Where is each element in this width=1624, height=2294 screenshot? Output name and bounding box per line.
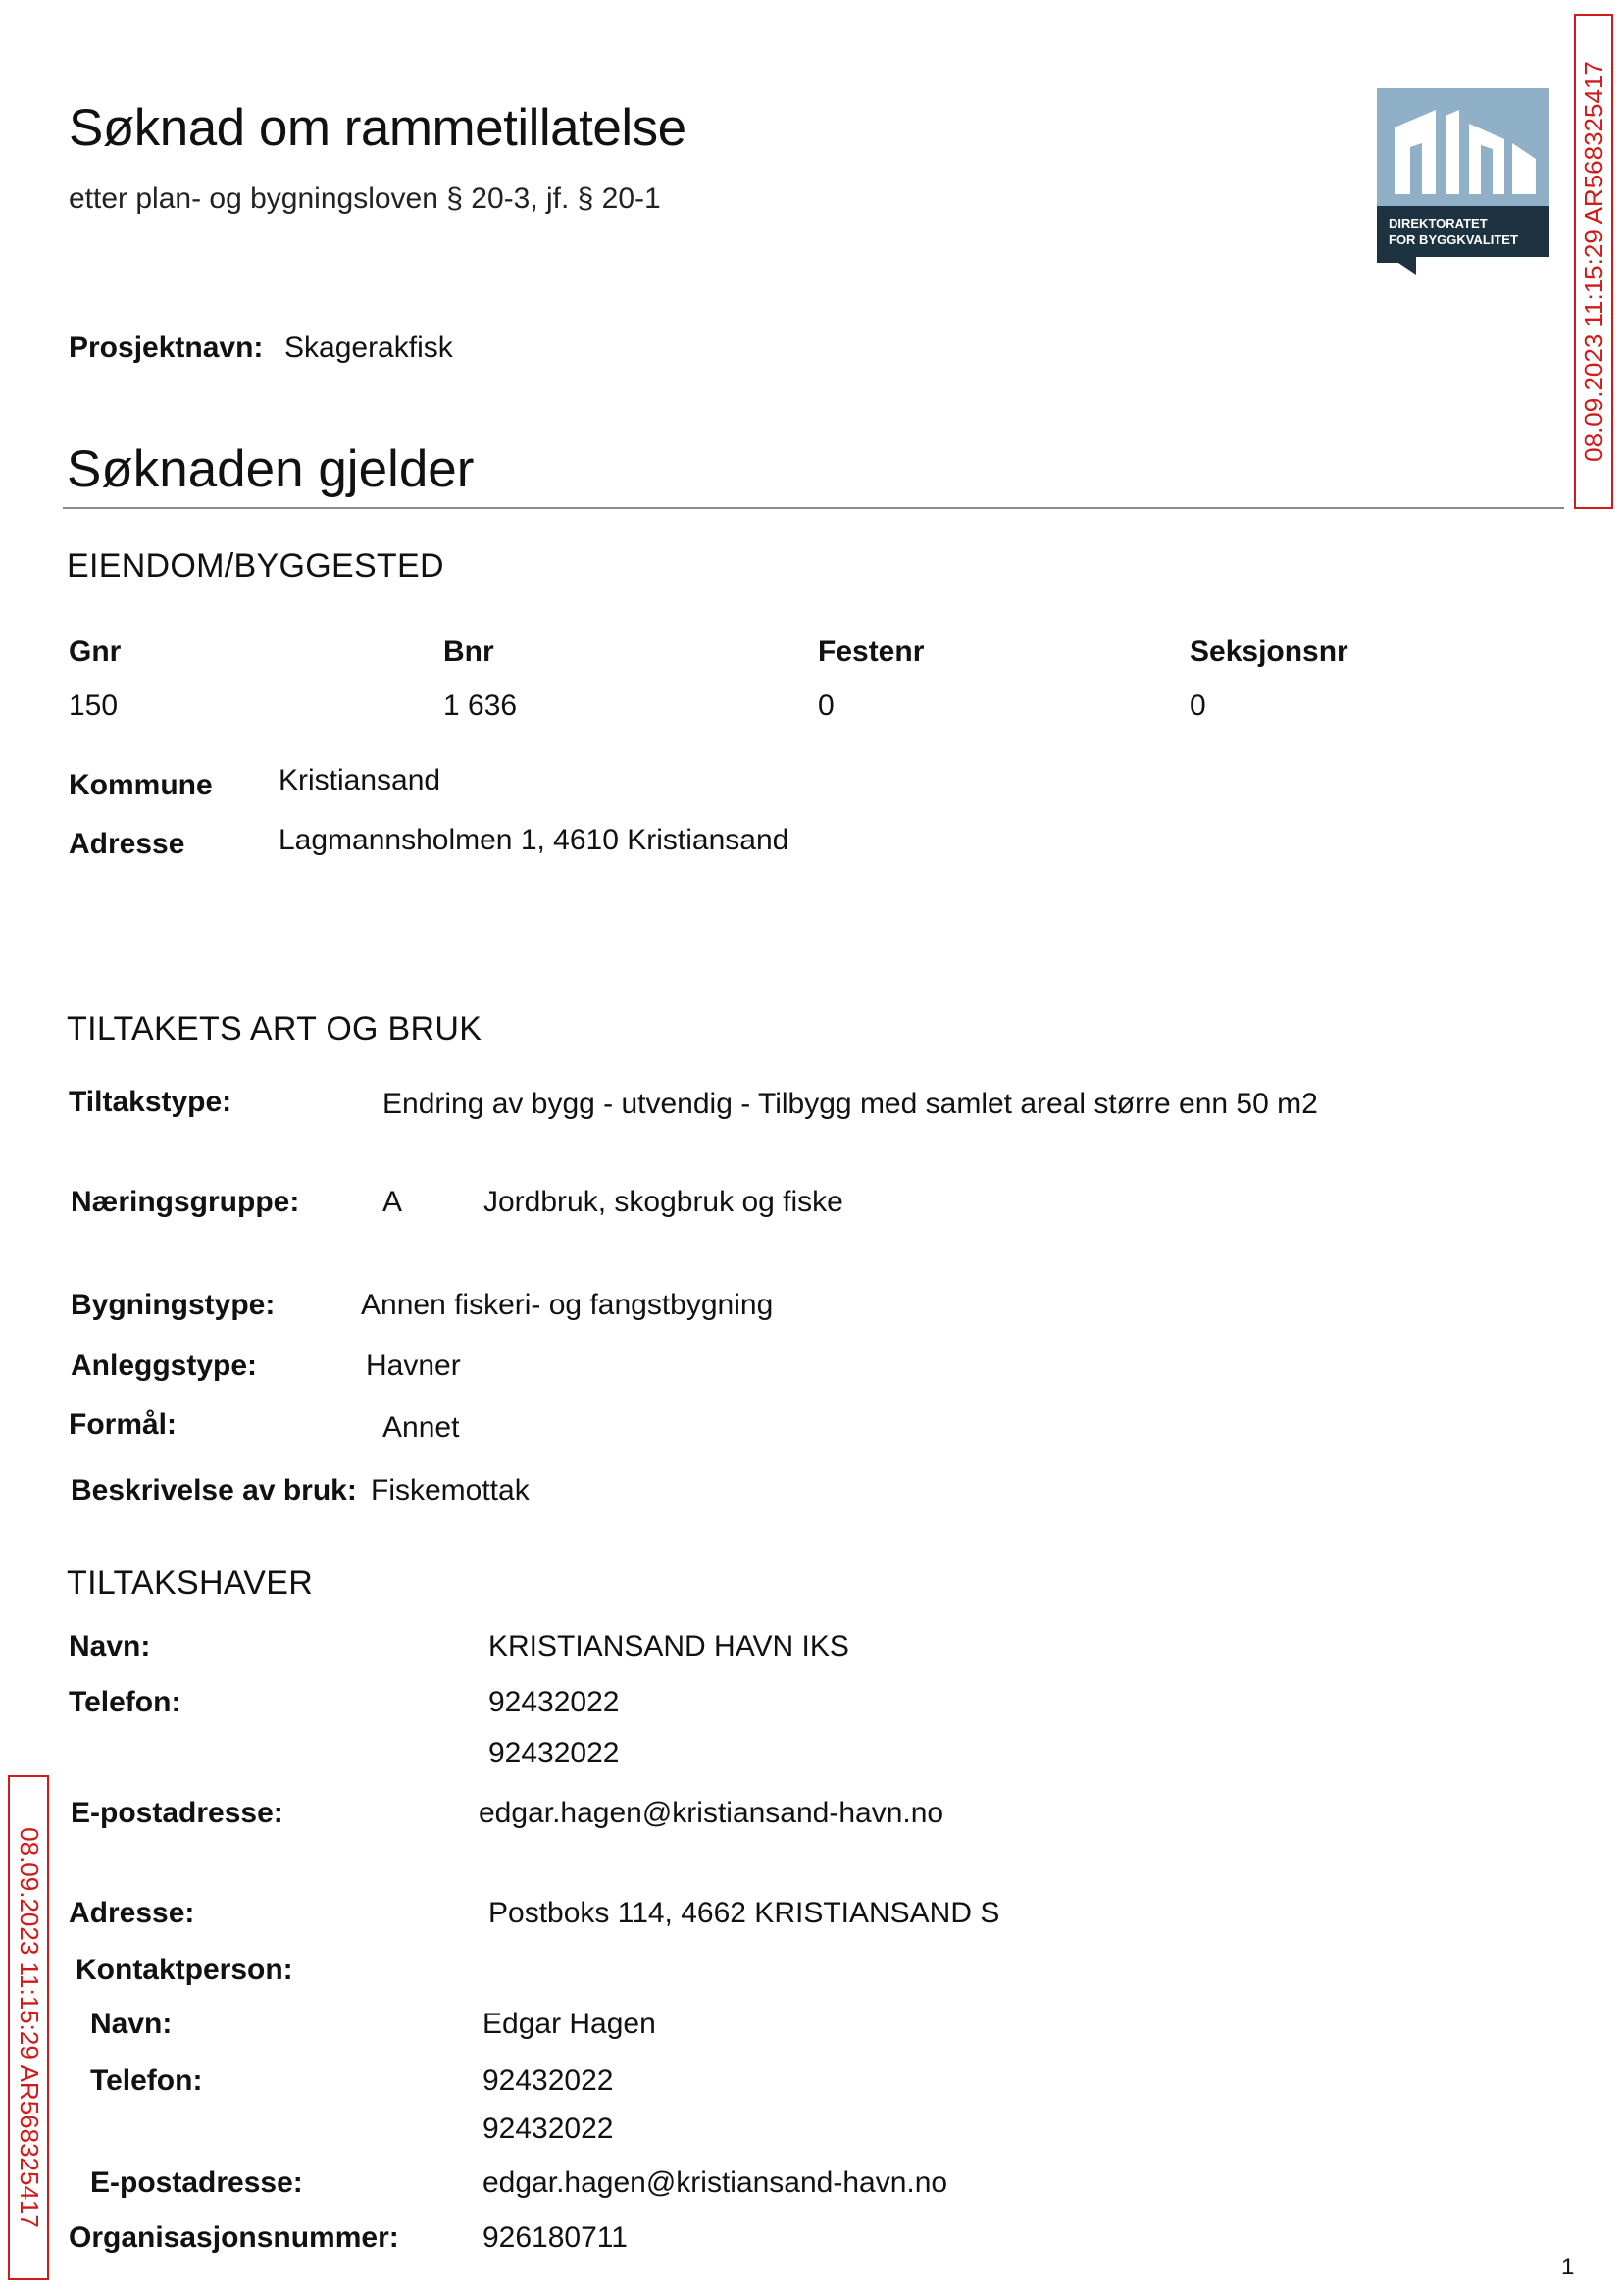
festenr-value: 0 xyxy=(818,689,835,722)
festenr-label: Festenr xyxy=(818,636,925,668)
section-divider xyxy=(63,507,1564,509)
tiltakshaver-telefon-value-1: 92432022 xyxy=(488,1686,620,1718)
tiltakshaver-navn-value: KRISTIANSAND HAVN IKS xyxy=(488,1630,849,1662)
page-number: 1 xyxy=(1561,2254,1575,2280)
property-heading: EIENDOM/BYGGESTED xyxy=(67,547,444,585)
anleggstype-value: Havner xyxy=(366,1350,461,1382)
bnr-value: 1 636 xyxy=(443,689,518,722)
tiltakshaver-heading: TILTAKSHAVER xyxy=(67,1564,314,1602)
kommune-value: Kristiansand xyxy=(279,764,441,796)
tiltakstype-value: Endring av bygg - utvendig - Tilbygg med samlet areal større enn 50 m2 xyxy=(382,1088,1318,1120)
anleggstype-label: Anleggstype: xyxy=(71,1350,258,1382)
adresse-label: Adresse xyxy=(69,828,185,860)
kontaktperson-epost-label: E-postadresse: xyxy=(90,2167,303,2199)
document-subtitle: etter plan- og bygningsloven § 20-3, jf. § 20-1 xyxy=(69,182,661,215)
gnr-value: 150 xyxy=(69,689,119,722)
beskrivelse-value: Fiskemottak xyxy=(371,1474,530,1506)
document-title: Søknad om rammetillatelse xyxy=(69,99,686,157)
formal-value: Annet xyxy=(382,1411,460,1444)
seksjonsnr-value: 0 xyxy=(1190,689,1206,722)
seksjonsnr-label: Seksjonsnr xyxy=(1190,636,1348,668)
naeringsgruppe-label: Næringsgruppe: xyxy=(71,1186,300,1218)
kommune-label: Kommune xyxy=(69,769,213,801)
gnr-label: Gnr xyxy=(69,636,122,668)
project-name-label: Prosjektnavn: xyxy=(69,331,264,364)
organisasjonsnummer-value: 926180711 xyxy=(482,2221,628,2254)
kontaktperson-epost-value: edgar.hagen@kristiansand-havn.no xyxy=(482,2167,948,2199)
kontaktperson-navn-label: Navn: xyxy=(90,2008,173,2040)
naeringsgruppe-value: Jordbruk, skogbruk og fiske xyxy=(483,1186,843,1218)
logo-text-line1: DIREKTORATET xyxy=(1389,216,1488,230)
tiltakshaver-telefon-label: Telefon: xyxy=(69,1686,181,1718)
bygningstype-label: Bygningstype: xyxy=(71,1289,276,1321)
bygningstype-value: Annen fiskeri- og fangstbygning xyxy=(361,1289,774,1321)
tiltakshaver-telefon-value-2: 92432022 xyxy=(488,1737,620,1769)
kontaktperson-telefon-value-1: 92432022 xyxy=(482,2065,614,2097)
logo-text-line2: FOR BYGGKVALITET xyxy=(1389,232,1518,247)
kontaktperson-navn-value: Edgar Hagen xyxy=(482,2008,656,2040)
kontaktperson-label: Kontaktperson: xyxy=(76,1954,293,1986)
dibk-logo xyxy=(1377,88,1549,275)
receipt-stamp-text: 08.09.2023 11:15:29 AR568325417 xyxy=(1578,61,1608,462)
tiltakshaver-adresse-value: Postboks 114, 4662 KRISTIANSAND S xyxy=(488,1897,1000,1929)
bnr-label: Bnr xyxy=(443,636,494,668)
formal-label: Formål: xyxy=(69,1408,178,1441)
project-name-value: Skagerakfisk xyxy=(284,331,453,364)
dibk-logo-graphic xyxy=(1377,88,1549,275)
naeringsgruppe-code: A xyxy=(382,1186,403,1218)
section-title: Søknaden gjelder xyxy=(67,440,475,498)
tiltakshaver-epost-label: E-postadresse: xyxy=(71,1797,283,1829)
tiltakshaver-adresse-label: Adresse: xyxy=(69,1897,195,1929)
kontaktperson-telefon-value-2: 92432022 xyxy=(482,2113,614,2145)
tiltakshaver-epost-value: edgar.hagen@kristiansand-havn.no xyxy=(479,1797,944,1829)
tiltakstype-label: Tiltakstype: xyxy=(69,1086,232,1118)
receipt-stamp-right xyxy=(1574,14,1613,509)
tiltakshaver-navn-label: Navn: xyxy=(69,1630,151,1662)
receipt-stamp-text: 08.09.2023 11:15:29 AR568325417 xyxy=(14,1827,44,2228)
tiltak-heading: TILTAKETS ART OG BRUK xyxy=(67,1010,482,1047)
adresse-value: Lagmannsholmen 1, 4610 Kristiansand xyxy=(279,824,789,856)
kontaktperson-telefon-label: Telefon: xyxy=(90,2065,203,2097)
organisasjonsnummer-label: Organisasjonsnummer: xyxy=(69,2221,399,2254)
receipt-stamp-left xyxy=(8,1775,49,2280)
beskrivelse-label: Beskrivelse av bruk: xyxy=(71,1474,357,1506)
